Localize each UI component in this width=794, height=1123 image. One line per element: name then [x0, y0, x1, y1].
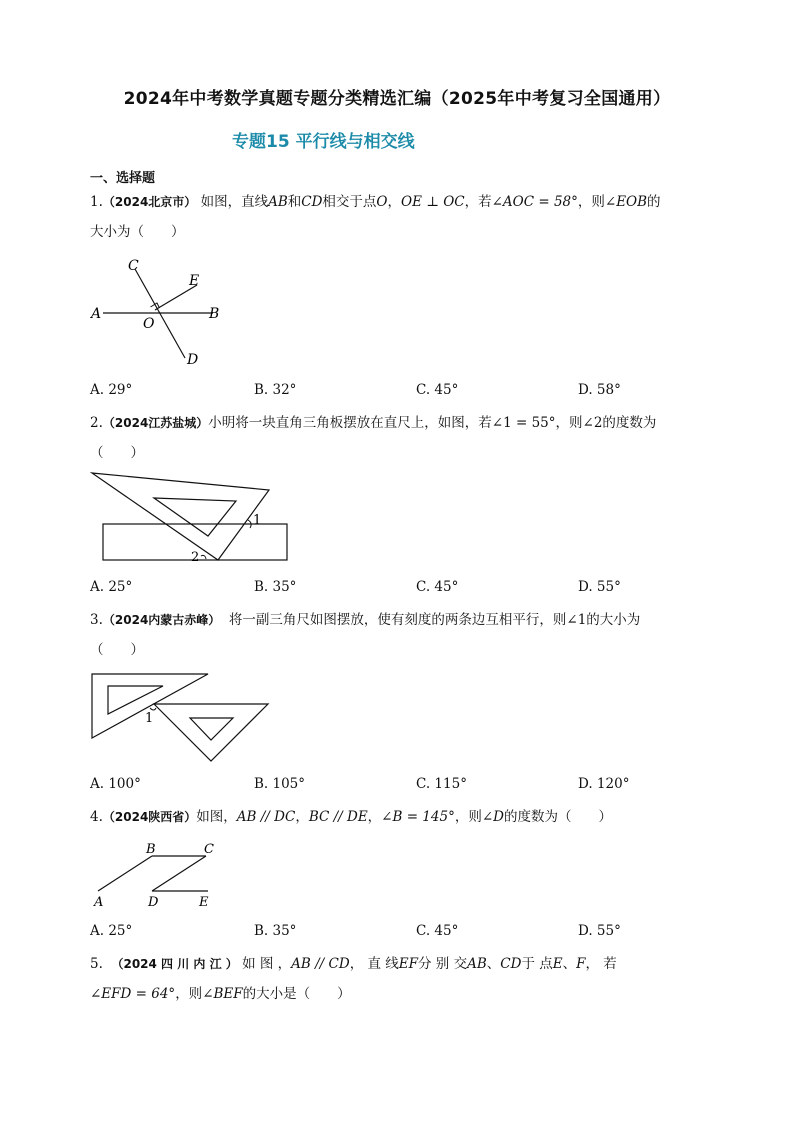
option-a[interactable]: A. 29°	[90, 382, 133, 398]
option-d[interactable]: D. 120°	[578, 776, 630, 792]
question-source: （2024北京市）	[102, 195, 197, 209]
question-5: 5. （2024 四 川 内 江 ） 如 图 ，AB // CD， 直 线EF分 别 交AB、CD于 点E、F， 若 ∠EFD = 64°，则∠BEF的大小是（ ）	[90, 956, 617, 1002]
question-number: 1.	[90, 194, 103, 210]
question-1: 1.（2024北京市） 如图，直线AB和CD相交于点O，OE ⊥ OC，若∠AOC = 58°，则∠EOB的 大小为（ ）	[90, 194, 661, 240]
set-square-45-outer	[154, 704, 268, 761]
triangle-inner	[154, 498, 236, 536]
option-c[interactable]: C. 115°	[416, 776, 467, 792]
label-e: E	[199, 895, 209, 910]
figure-q4	[88, 838, 228, 910]
label-d: D	[148, 895, 159, 910]
set-square-30-60-outer	[92, 674, 208, 738]
question-source: （2024 四 川 内 江 ）	[111, 957, 238, 971]
label-e: E	[189, 273, 200, 289]
question-2: 2.（2024江苏盐城）小明将一块直角三角板摆放在直尺上，如图，若∠1 = 55°，则∠2的度数为 （ ）	[90, 415, 657, 461]
label-a: A	[94, 895, 104, 910]
option-a[interactable]: A. 100°	[90, 776, 141, 792]
label-o: O	[143, 316, 155, 332]
segment-cd	[152, 856, 206, 891]
option-c[interactable]: C. 45°	[416, 579, 459, 595]
option-a[interactable]: A. 25°	[90, 923, 133, 939]
figure-q2	[88, 470, 298, 566]
figure-q1	[85, 252, 235, 372]
question-3: 3.（2024内蒙古赤峰） 将一副三角尺如图摆放，使有刻度的两条边互相平行，则∠1的大小为 （ ）	[90, 612, 641, 658]
label-c: C	[128, 258, 139, 274]
question-source: （2024内蒙古赤峰）	[102, 613, 221, 627]
angle-arc-2	[201, 555, 206, 559]
label-b: B	[146, 842, 156, 857]
option-c[interactable]: C. 45°	[416, 382, 459, 398]
option-d[interactable]: D. 58°	[578, 382, 621, 398]
option-d[interactable]: D. 55°	[578, 579, 621, 595]
option-d[interactable]: D. 55°	[578, 923, 621, 939]
option-b[interactable]: B. 35°	[254, 579, 297, 595]
option-b[interactable]: B. 35°	[254, 923, 297, 939]
label-angle-1: 1	[253, 513, 262, 528]
document-title: 2024年中考数学真题专题分类精选汇编（2025年中考复习全国通用）	[123, 89, 671, 109]
question-number: 2.	[90, 415, 103, 431]
question-number: 3.	[90, 612, 103, 628]
topic-subtitle: 专题15 平行线与相交线	[232, 132, 415, 152]
question-number: 5.	[90, 956, 103, 972]
label-c: C	[204, 842, 214, 857]
option-b[interactable]: B. 32°	[254, 382, 297, 398]
figure-q3	[88, 668, 273, 764]
question-source: （2024陕西省）	[102, 810, 197, 824]
set-square-45-inner	[190, 718, 233, 740]
option-b[interactable]: B. 105°	[254, 776, 306, 792]
question-source: （2024江苏盐城）	[102, 416, 209, 430]
label-d: D	[187, 352, 199, 368]
section-heading: 一、选择题	[90, 171, 156, 186]
label-angle-2: 2	[191, 550, 200, 565]
label-a: A	[91, 306, 102, 322]
segment-ab	[98, 856, 152, 891]
angle-arc-1	[150, 708, 156, 710]
option-c[interactable]: C. 45°	[416, 923, 459, 939]
label-angle-1: 1	[145, 711, 154, 726]
label-b: B	[209, 306, 220, 322]
question-4: 4.（2024陕西省）如图，AB // DC，BC // DE，∠B = 145°，则∠D的度数为（ ）	[90, 809, 612, 825]
question-number: 4.	[90, 809, 103, 825]
option-a[interactable]: A. 25°	[90, 579, 133, 595]
